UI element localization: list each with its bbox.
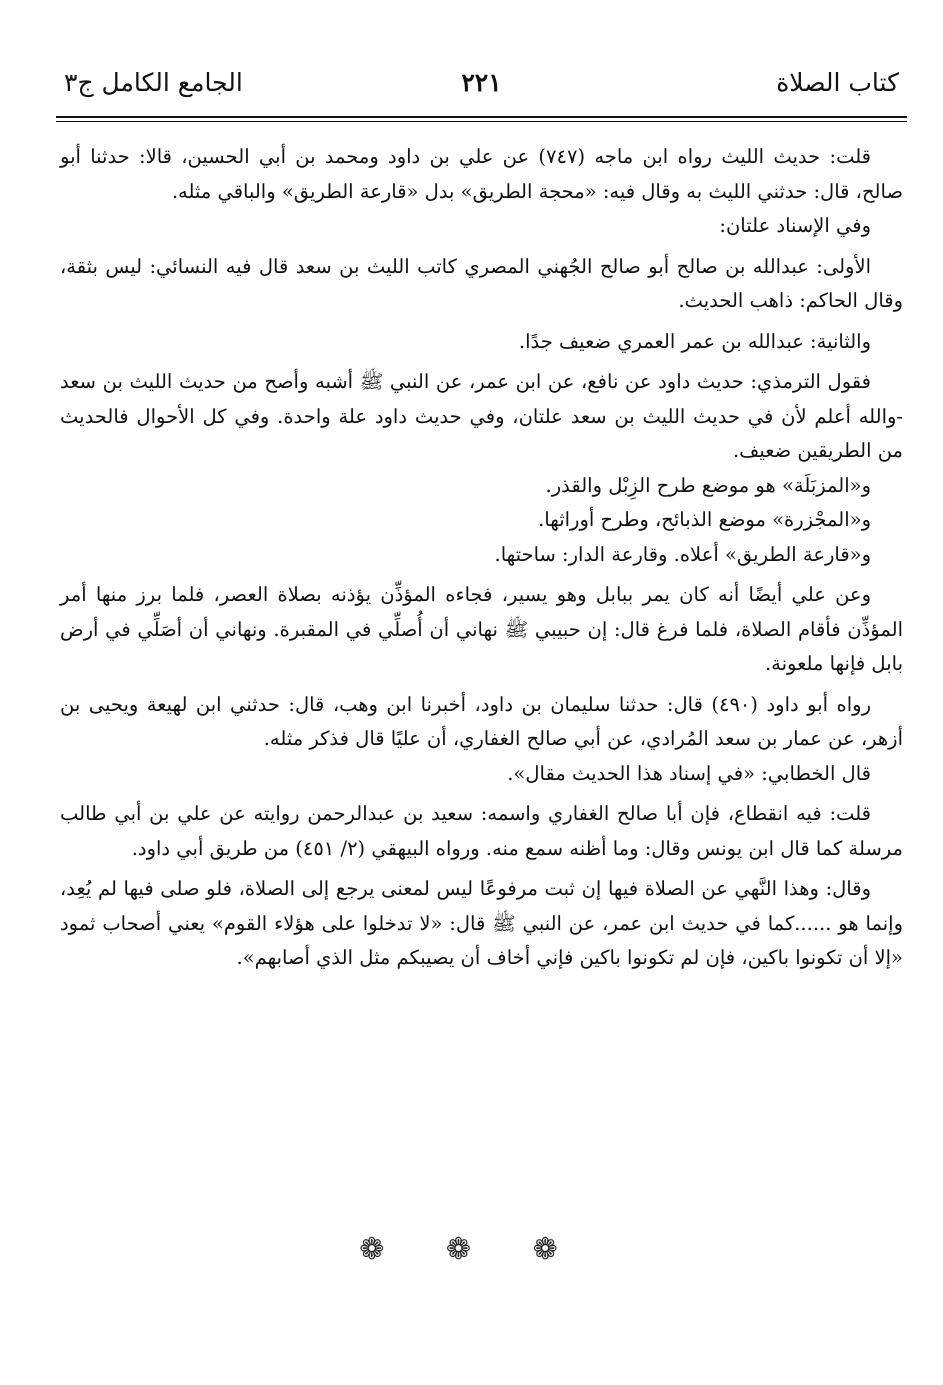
paragraph-13: وقال: وهذا النَّهي عن الصلاة فيها إن ثبت مرفوعًا ليس لمعنى يرجع إلى الصلاة، فلو صلى فيها لم يُعِد، وإنما هو ......كما في حديث ابن عمر، عن النبي ﷺ قال: «لا تدخلوا على هؤلاء القوم» يعني أصحاب ثمود «إلا أن تكونوا باكين، فإن لم تكونوا باكين فإني أخاف أن يصيبكم مثل الذي أصابهم». — [60, 877, 903, 969]
paragraph-2: وفي الإسناد علتان: — [719, 214, 871, 237]
end-ornament: ❁ ❁ ❁ — [359, 1232, 584, 1267]
paragraph-3: الأولى: عبدالله بن صالح أبو صالح الجُهني المصري كاتب الليث بن سعد قال فيه النسائي: ليس بثقة، وقال الحاكم: ذاهب الحديث. — [60, 254, 903, 312]
paragraph-9: وعن علي أيضًا أنه كان يمر ببابل وهو يسير، فجاءه المؤذِّن يؤذنه بصلاة العصر، فلما برز منها أمر المؤذِّن فأقام الصلاة، فلما فرغ قال: إن حبيبي ﷺ نهاني أن أُصلِّي في المقبرة. ونهاني أن أصَلِّي في أرض بابل فإنها ملعونة. — [60, 583, 903, 675]
paragraph-12: قلت: فيه انقطاع، فإن أبا صالح الغفاري واسمه: سعيد بن عبدالرحمن روايته عن علي بن أبي طالب مرسلة كما قال ابن يونس وقال: وما أظنه سمع منه. ورواه البيهقي (٢/ ٤٥١) من طريق أبي داود. — [60, 802, 903, 860]
header-rule-thin — [56, 121, 907, 122]
book-title: الجامع الكامل ج٣ — [64, 68, 243, 97]
paragraph-4: والثانية: عبدالله بن عمر العمري ضعيف جدًا. — [518, 329, 871, 353]
paragraph-5: فقول الترمذي: حديث داود عن نافع، عن ابن عمر، عن النبي ﷺ أشبه وأصح من حديث الليث بن سعد -والله أعلم لأن في حديث الليث بن سعد علتان، وفي حديث داود علة واحدة. وفي كل الأحوال فالحديث من الطريقين ضعيف. — [60, 370, 903, 462]
paragraph-11: قال الخطابي: «في إسناد هذا الحديث مقال». — [507, 761, 871, 785]
header-rule-thick — [56, 116, 907, 118]
paragraph-6: و«المزبَلَة» هو موضع طرح الزِبْل والقذر. — [545, 473, 871, 497]
page-header — [64, 64, 899, 114]
paragraph-8: و«قارعة الطريق» أعلاه. وقارعة الدار: ساحتها. — [494, 542, 871, 566]
page-body — [60, 140, 903, 976]
book-section-title: كتاب الصلاة — [776, 68, 899, 97]
paragraph-1: قلت: حديث الليث رواه ابن ماجه (٧٤٧) عن علي بن داود ومحمد بن أبي الحسين، قالا: حدثنا أبو صالح، قال: حدثني الليث به وقال فيه: «محجة الطريق» بدل «قارعة الطريق» والباقي مثله. — [60, 145, 903, 203]
page-number: ٢٢١ — [461, 68, 502, 97]
paragraph-10: رواه أبو داود (٤٩٠) قال: حدثنا سليمان بن داود، أخبرنا ابن وهب، قال: حدثني ابن لهيعة ويحيى بن أزهر، عن عمار بن سعد المُرادي، عن أبي صالح الغفاري، أن عليًا قال فذكر مثله. — [60, 692, 903, 750]
paragraph-7: و«المجْزرة» موضع الذبائح، وطرح أوراثها. — [538, 508, 871, 531]
